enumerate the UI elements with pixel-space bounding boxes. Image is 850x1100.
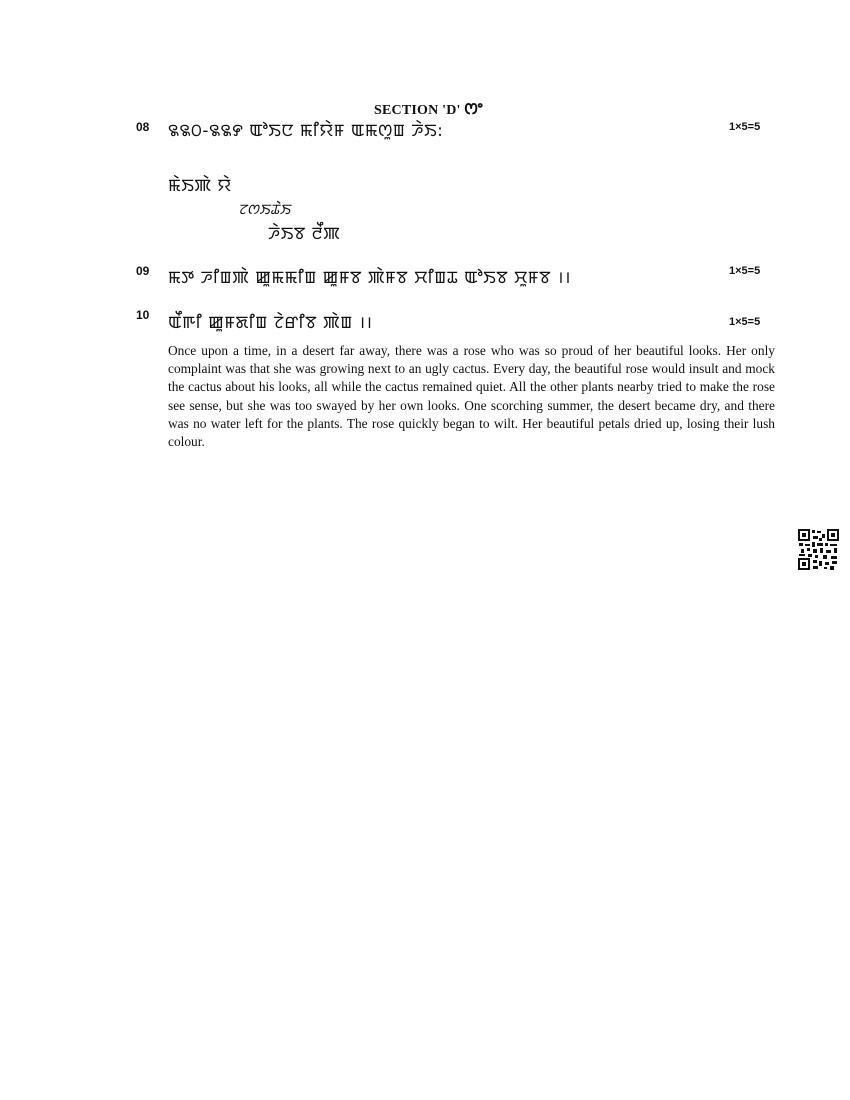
question-number-08: 08 [136,120,150,134]
section-script-suffix: ꯁꯦ [464,99,484,118]
question-text-10: ꯑꯩꯒꯤ ꯀꯨꯝꯗꯤꯡ ꯖꯥꯔꯤꯕ ꯄꯥꯡ ।। [168,313,373,333]
question-number-09: 09 [136,264,150,278]
section-heading [374,98,483,120]
section-label: SECTION 'D' [374,103,461,118]
question-text-09: ꯃꯇ ꯍꯤꯡꯄꯥ ꯀꯨꯃꯃꯤꯡ ꯀꯨꯝꯕ ꯄꯥꯝꯕ ꯆꯤꯡꯊ ꯑꯣꯏꯕ ꯆꯨꯝꯕ ।। [168,268,571,288]
reading-passage: Once upon a time, in a desert far away, there was a rose who was so proud of her beautiful looks. Her only complaint was that she was growing next to an ugly cactus. Every day, the beautiful rose would insult and mock the cactus about his looks, all while the cactus remained quiet. All the other plants nearby tried to make the rose see sense, but she was too swayed by her own looks. One scorching summer, the desert became dry, and there was no water left for the plants. The rose quickly began to wilt. Her beautiful petals dried up, losing their lush colour. [168,343,775,450]
question-marks-08: 1×5=5 [729,121,761,133]
poem-line-1: ꯃꯥꯏꯄꯥ ꯌꯥ [168,176,232,196]
question-text-08: ꯲꯲꯰-꯲꯲꯸ ꯑꯣꯏꯅ ꯃꯤꯌꯥꯝ ꯑꯃꯁꯨꯡ ꯍꯥꯏ: [168,121,444,141]
question-marks-09: 1×5=5 [729,265,761,277]
qr-code-icon [798,529,839,570]
question-marks-10: 1×5=5 [729,316,761,328]
poem-line-2: ꯖꯁꯏꯊꯥꯏ [238,202,291,218]
question-number-10: 10 [136,308,150,322]
poem-line-3: ꯍꯥꯏꯕ ꯂꯩꯄ [268,224,341,244]
